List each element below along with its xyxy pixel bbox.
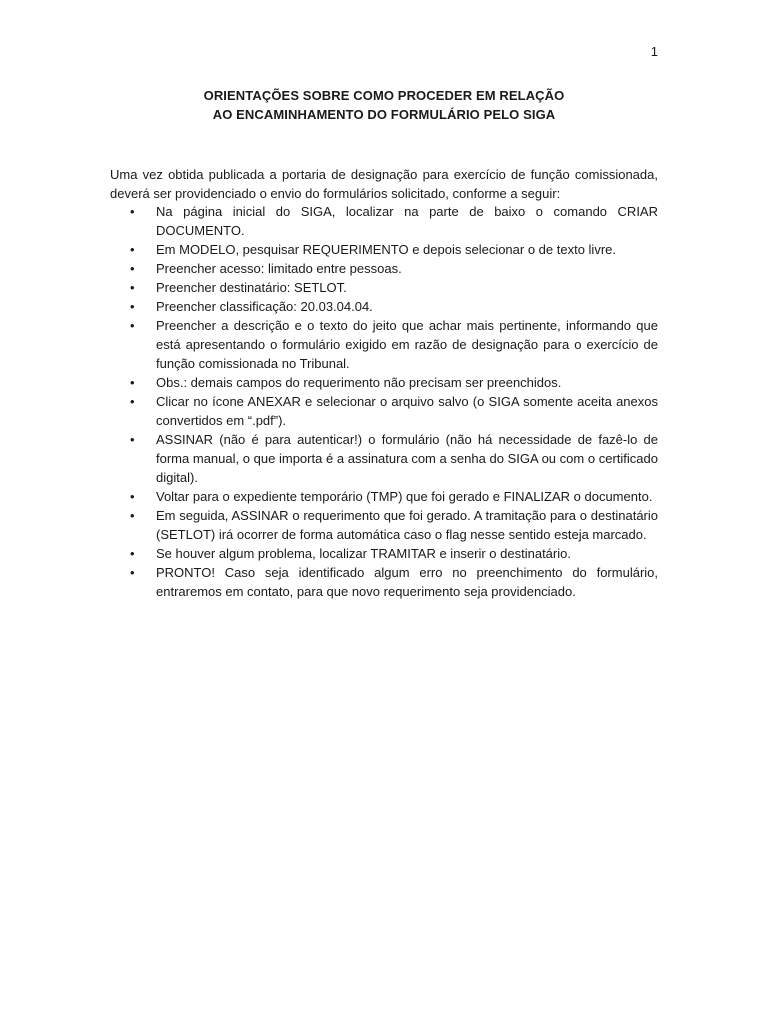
step-text: Voltar para o expediente temporário (TMP) que foi gerado e FINALIZAR o documento. xyxy=(156,489,653,504)
bullet-icon: • xyxy=(130,565,135,580)
step-text: Preencher acesso: limitado entre pessoas. xyxy=(156,261,402,276)
bullet-icon: • xyxy=(130,432,135,447)
bullet-icon: • xyxy=(130,394,135,409)
step-text: PRONTO! Caso seja identificado algum erro no preenchimento do formulário, entraremos em contato, para que novo requerimento seja providenciado. xyxy=(156,565,658,599)
intro-paragraph: Uma vez obtida publicada a portaria de designação para exercício de função comissionada, deverá ser providenciado o envio do formulários solicitado, conforme a seguir: xyxy=(110,167,658,201)
list-item xyxy=(110,506,658,544)
page-number: 1 xyxy=(650,44,658,59)
bullet-icon: • xyxy=(130,204,135,219)
bullet-icon: • xyxy=(130,242,135,257)
step-text: Preencher a descrição e o texto do jeito que achar mais pertinente, informando que está apresentando o formulário exigido em razão de designação para o exercício de função comissionada no Tribunal. xyxy=(156,318,658,371)
bullet-icon: • xyxy=(130,508,135,523)
list-item xyxy=(110,202,658,240)
steps-list xyxy=(110,202,658,601)
bullet-icon: • xyxy=(130,261,135,276)
bullet-icon: • xyxy=(130,375,135,390)
list-item xyxy=(110,487,658,506)
list-item xyxy=(110,373,658,392)
bullet-icon: • xyxy=(130,318,135,333)
step-text: Se houver algum problema, localizar TRAMITAR e inserir o destinatário. xyxy=(156,546,571,561)
list-item xyxy=(110,544,658,563)
step-text: Preencher destinatário: SETLOT. xyxy=(156,280,347,295)
bullet-icon: • xyxy=(130,280,135,295)
document-title xyxy=(110,86,658,124)
list-item xyxy=(110,563,658,601)
step-text: Preencher classificação: 20.03.04.04. xyxy=(156,299,373,314)
title-line: AO ENCAMINHAMENTO DO FORMULÁRIO PELO SIGA xyxy=(212,107,556,122)
step-text: Em seguida, ASSINAR o requerimento que foi gerado. A tramitação para o destinatário (SETLOT) irá ocorrer de forma automática caso o flag nesse sentido esteja marcado. xyxy=(156,508,658,542)
list-item xyxy=(110,297,658,316)
list-item xyxy=(110,392,658,430)
list-item xyxy=(110,259,658,278)
step-text: ASSINAR (não é para autenticar!) o formulário (não há necessidade de fazê-lo de forma manual, o que importa é a assinatura com a senha do SIGA ou com o certificado digital). xyxy=(156,432,658,485)
step-text: Na página inicial do SIGA, localizar na parte de baixo o comando CRIAR DOCUMENTO. xyxy=(156,204,658,238)
list-item xyxy=(110,240,658,259)
step-text: Em MODELO, pesquisar REQUERIMENTO e depois selecionar o de texto livre. xyxy=(156,242,616,257)
bullet-icon: • xyxy=(130,299,135,314)
step-text: Clicar no ícone ANEXAR e selecionar o arquivo salvo (o SIGA somente aceita anexos convertidos em “.pdf”). xyxy=(156,394,658,428)
bullet-icon: • xyxy=(130,546,135,561)
list-item xyxy=(110,316,658,373)
bullet-icon: • xyxy=(130,489,135,504)
step-text: Obs.: demais campos do requerimento não precisam ser preenchidos. xyxy=(156,375,562,390)
list-item xyxy=(110,430,658,487)
title-line: ORIENTAÇÕES SOBRE COMO PROCEDER EM RELAÇÃO xyxy=(203,88,565,103)
list-item xyxy=(110,278,658,297)
